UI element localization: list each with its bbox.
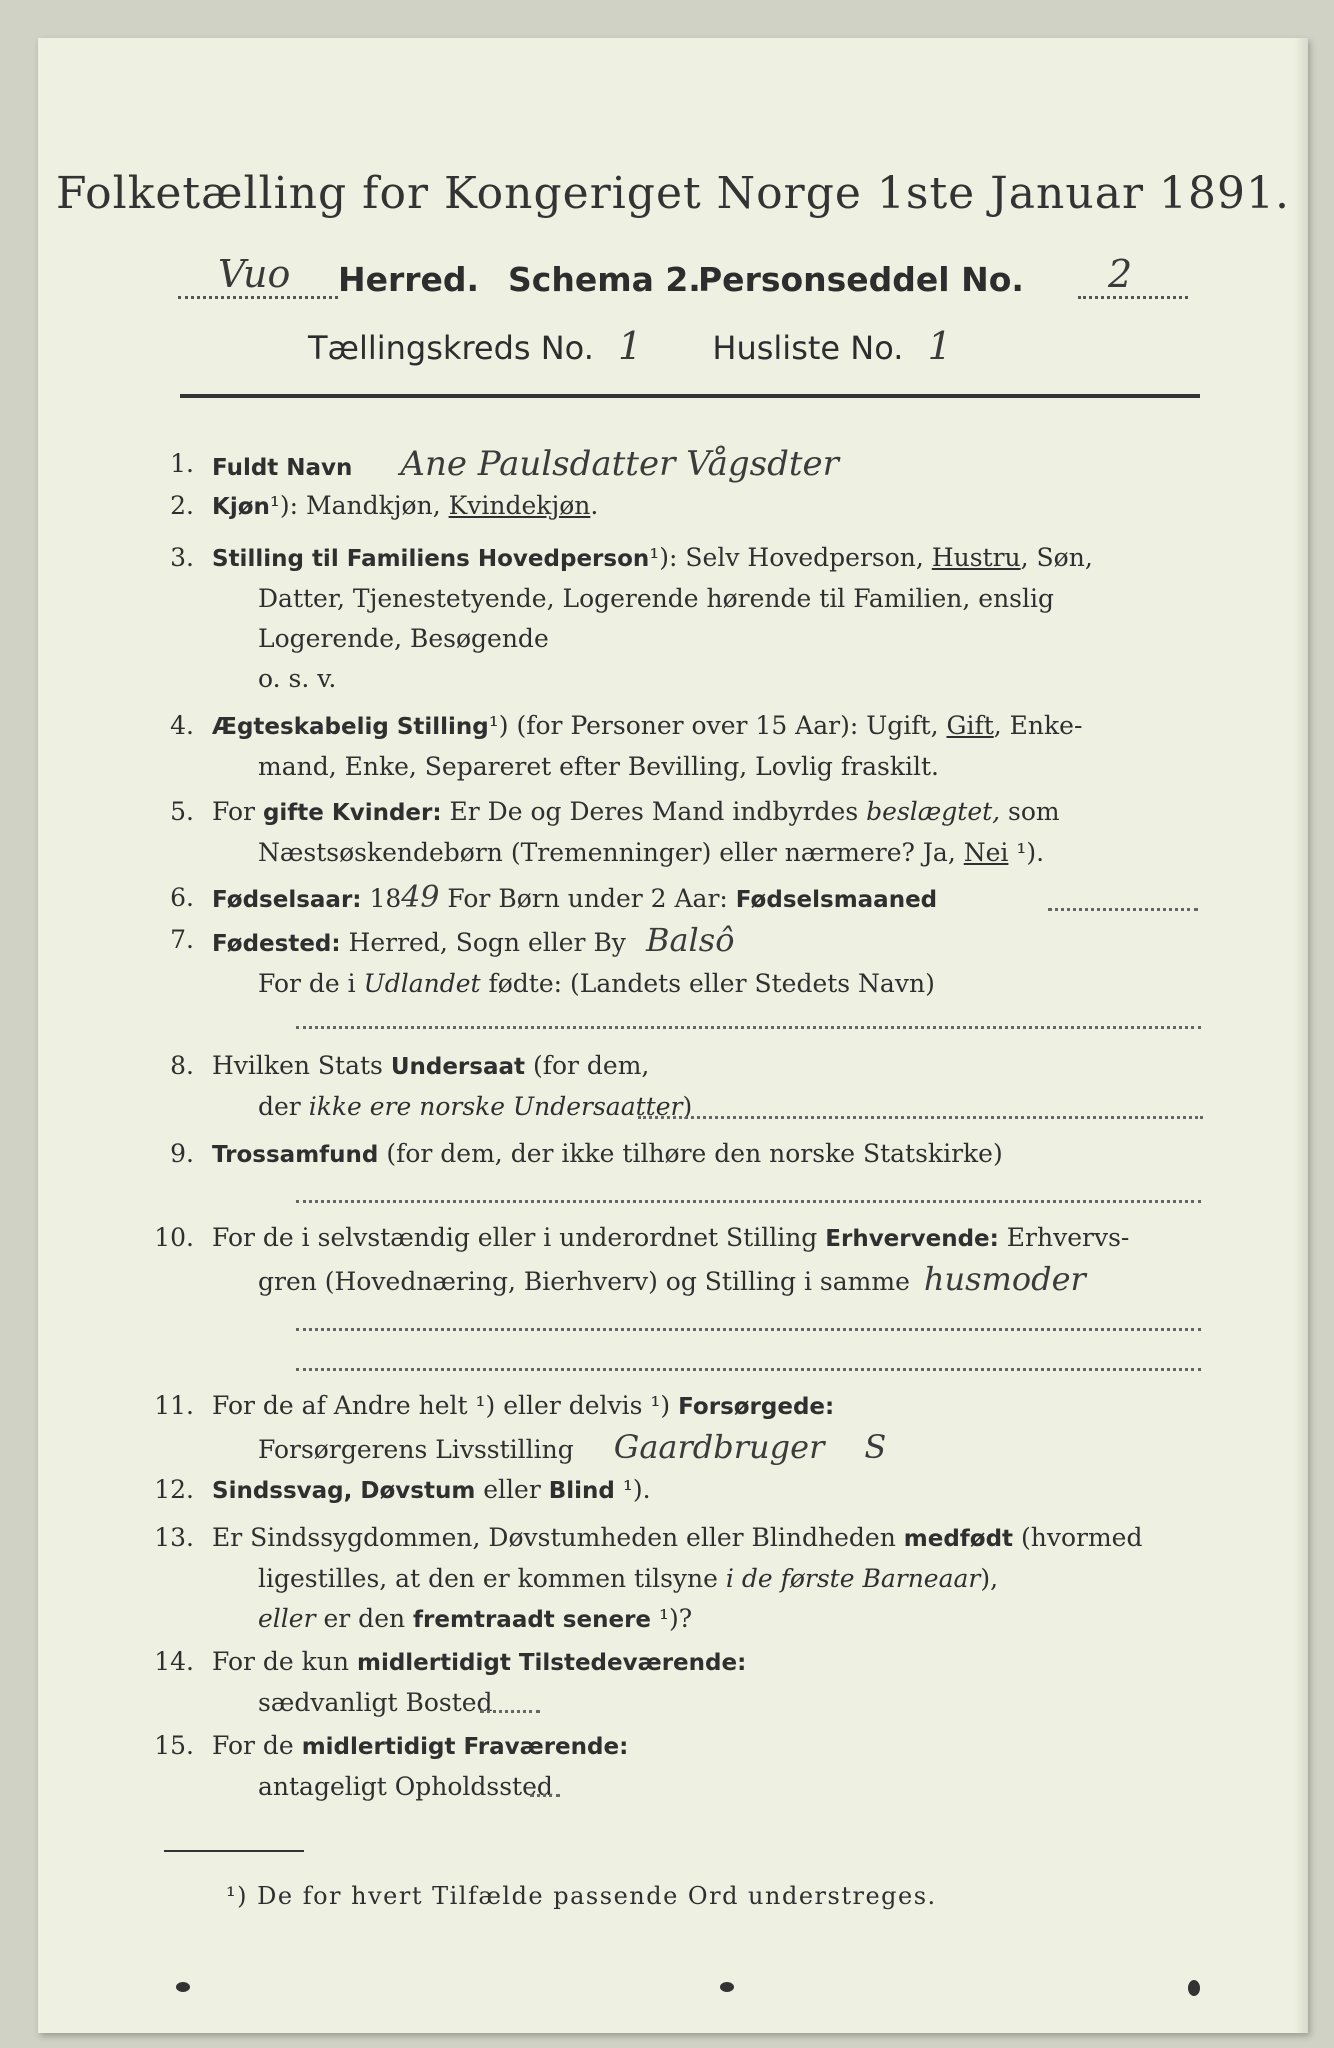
item-text: Næstsøskendebørn (Tremenninger) eller nærmere? Ja, bbox=[258, 838, 964, 867]
item-text: ligestilles, at den er kommen tilsyne bbox=[258, 1564, 726, 1593]
item-text: (hvormed bbox=[1013, 1523, 1143, 1552]
item-number: 6. bbox=[170, 883, 194, 912]
form-title: Folketælling for Kongeriget Norge 1ste Januar 1891. bbox=[56, 168, 1290, 219]
personseddel-value: 2 bbox=[1108, 252, 1133, 296]
item-number: 15. bbox=[154, 1731, 194, 1760]
item-text: Er Sindssygdommen, Døvstumheden eller Blindheden bbox=[212, 1523, 904, 1552]
taellingskreds-value: 1 bbox=[618, 324, 643, 368]
item-label: Stilling til Familiens Hovedperson bbox=[212, 546, 650, 572]
item-text: der bbox=[258, 1092, 309, 1121]
item-text: 18 bbox=[361, 884, 402, 913]
provider-occupation-suffix: S bbox=[864, 1428, 887, 1466]
item-label: Trossamfund bbox=[212, 1142, 379, 1168]
item-text: For bbox=[212, 797, 263, 826]
herred-dotted-line bbox=[178, 296, 338, 299]
schema-label: Schema 2. bbox=[508, 260, 701, 299]
birthplace-value: Balsô bbox=[645, 921, 735, 959]
item-text: ¹): Selv Hovedperson, bbox=[649, 543, 932, 572]
dotted-line bbox=[296, 1328, 1201, 1331]
item-text: sædvanligt Bosted bbox=[258, 1688, 493, 1717]
selected-option: Gift bbox=[946, 711, 994, 740]
item-text: ¹)? bbox=[651, 1604, 693, 1633]
dotted-line bbox=[296, 1026, 1201, 1029]
occupation-value: husmoder bbox=[923, 1260, 1086, 1298]
item-text: For de bbox=[212, 1731, 302, 1760]
item-text: Datter, Tjenestetyende, Logerende hørende til Familien, enslig bbox=[258, 584, 1055, 613]
item-text: . bbox=[590, 491, 599, 520]
item-text: (for dem, der ikke tilhøre den norske Statskirke) bbox=[378, 1139, 1003, 1168]
item-number: 8. bbox=[170, 1051, 194, 1080]
census-form-sheet bbox=[38, 38, 1308, 2033]
item-text: ¹): Mandkjøn, bbox=[269, 491, 449, 520]
item-number: 3. bbox=[170, 543, 194, 572]
item-number: 5. bbox=[170, 797, 194, 826]
item-text: For de i bbox=[258, 969, 364, 998]
selected-option: Hustru bbox=[931, 543, 1021, 572]
dotted-line bbox=[296, 1368, 1201, 1371]
husliste-label: Husliste No. bbox=[712, 329, 904, 367]
dotted-line bbox=[296, 1200, 1201, 1203]
item-text: ) bbox=[682, 1092, 693, 1121]
item-number: 1. bbox=[170, 449, 194, 478]
item-number: 2. bbox=[170, 491, 194, 520]
item-text: , Søn, bbox=[1020, 543, 1093, 572]
dotted-line bbox=[480, 1710, 540, 1713]
item-text: fødte: (Landets eller Stedets Navn) bbox=[480, 969, 935, 998]
item-text: gren (Hovednæring, Bierhverv) og Stilling i samme bbox=[258, 1267, 910, 1296]
item-label: medfødt bbox=[903, 1526, 1014, 1552]
item-text: Logerende, Besøgende bbox=[258, 624, 549, 653]
item-text-italic: i de første Barneaar bbox=[725, 1564, 981, 1593]
item-label: midlertidigt Tilstedeværende: bbox=[356, 1650, 747, 1676]
item-text: Hvilken Stats bbox=[212, 1051, 391, 1080]
item-label: Fødselsmaaned bbox=[735, 887, 938, 913]
item-text: For Børn under 2 Aar: bbox=[439, 884, 736, 913]
birth-month-dotted-line bbox=[1048, 908, 1198, 911]
provider-occupation-value: Gaardbruger bbox=[613, 1428, 825, 1466]
item-text: Forsørgerens Livsstilling bbox=[258, 1435, 574, 1464]
ink-mark bbox=[176, 1982, 190, 1992]
item-text-italic: Udlandet bbox=[363, 969, 481, 998]
dotted-line bbox=[638, 1116, 1203, 1119]
footnote-rule bbox=[164, 1850, 304, 1852]
item-text: For de af Andre helt ¹) eller delvis ¹) bbox=[212, 1391, 679, 1420]
herred-handwritten: Vuo bbox=[218, 252, 291, 296]
item-text: ¹). bbox=[614, 1475, 651, 1504]
item-number: 9. bbox=[170, 1139, 194, 1168]
selected-option: Kvindekjøn bbox=[448, 491, 591, 520]
item-text: o. s. v. bbox=[258, 664, 337, 693]
taellingskreds-label: Tællingskreds No. bbox=[308, 329, 594, 367]
item-text: ), bbox=[980, 1564, 999, 1593]
item-label: Kjøn bbox=[212, 494, 270, 520]
item-text-italic: eller bbox=[258, 1604, 316, 1633]
item-text: som bbox=[1000, 797, 1060, 826]
item-text: ¹). bbox=[1008, 838, 1045, 867]
kreds-line bbox=[308, 324, 952, 368]
item-label: fremtraadt senere bbox=[413, 1607, 652, 1633]
item-label: Fødselsaar: bbox=[212, 887, 362, 913]
item-number: 13. bbox=[154, 1523, 194, 1552]
item-label: gifte Kvinder: bbox=[262, 800, 442, 826]
item-text-italic: ikke ere norske Undersaatter bbox=[308, 1092, 683, 1121]
item-label: midlertidigt Fraværende: bbox=[301, 1734, 629, 1760]
item-text: ¹) (for Personer over 15 Aar): Ugift, bbox=[488, 711, 947, 740]
dotted-line bbox=[530, 1794, 560, 1797]
item-text: For de kun bbox=[212, 1647, 357, 1676]
item-number: 4. bbox=[170, 711, 194, 740]
footnote: ¹) De for hvert Tilfælde passende Ord understreges. bbox=[226, 1882, 937, 1910]
item-label: Ægteskabelig Stilling bbox=[212, 714, 489, 740]
item-text: eller bbox=[475, 1475, 549, 1504]
personseddel-label: Personseddel No. bbox=[698, 260, 1024, 299]
header-rule bbox=[180, 394, 1200, 398]
item-text: mand, Enke, Separeret efter Bevilling, Lovlig fraskilt. bbox=[258, 752, 939, 781]
item-label: Sindssvag, Døvstum bbox=[212, 1478, 476, 1504]
item-text: Er De og Deres Mand indbyrdes bbox=[441, 797, 867, 826]
husliste-value: 1 bbox=[927, 324, 952, 368]
ink-mark bbox=[720, 1982, 734, 1992]
item-text: Erhvervs- bbox=[998, 1223, 1130, 1252]
item-text: (for dem, bbox=[525, 1051, 650, 1080]
item-label: Fuldt Navn bbox=[212, 455, 353, 481]
item-number: 12. bbox=[154, 1475, 194, 1504]
birth-year-value: 49 bbox=[401, 880, 440, 915]
item-text-italic: beslægtet, bbox=[866, 797, 1001, 826]
item-label: Forsørgede: bbox=[678, 1394, 835, 1420]
item-text: er den bbox=[315, 1604, 414, 1633]
selected-option: Nei bbox=[963, 838, 1009, 867]
full-name-value: Ane Paulsdatter Vågsdter bbox=[400, 444, 839, 484]
item-text: For de i selvstændig eller i underordnet Stilling bbox=[212, 1223, 826, 1252]
herred-label: Herred. bbox=[338, 260, 480, 299]
item-text: antageligt Opholdssted bbox=[258, 1772, 553, 1801]
personseddel-dotted-line bbox=[1078, 296, 1188, 299]
herred-line bbox=[178, 252, 1198, 310]
item-number: 10. bbox=[154, 1223, 194, 1252]
item-number: 11. bbox=[154, 1391, 194, 1420]
item-label: Erhvervende: bbox=[825, 1226, 999, 1252]
ink-mark bbox=[1188, 1980, 1200, 1996]
item-label: Blind bbox=[548, 1478, 615, 1504]
item-number: 14. bbox=[154, 1647, 194, 1676]
item-label: Fødested: bbox=[212, 931, 341, 957]
item-text: , Enke- bbox=[993, 711, 1083, 740]
item-text: Herred, Sogn eller By bbox=[340, 928, 626, 957]
item-number: 7. bbox=[170, 925, 194, 954]
item-label: Undersaat bbox=[390, 1054, 525, 1080]
